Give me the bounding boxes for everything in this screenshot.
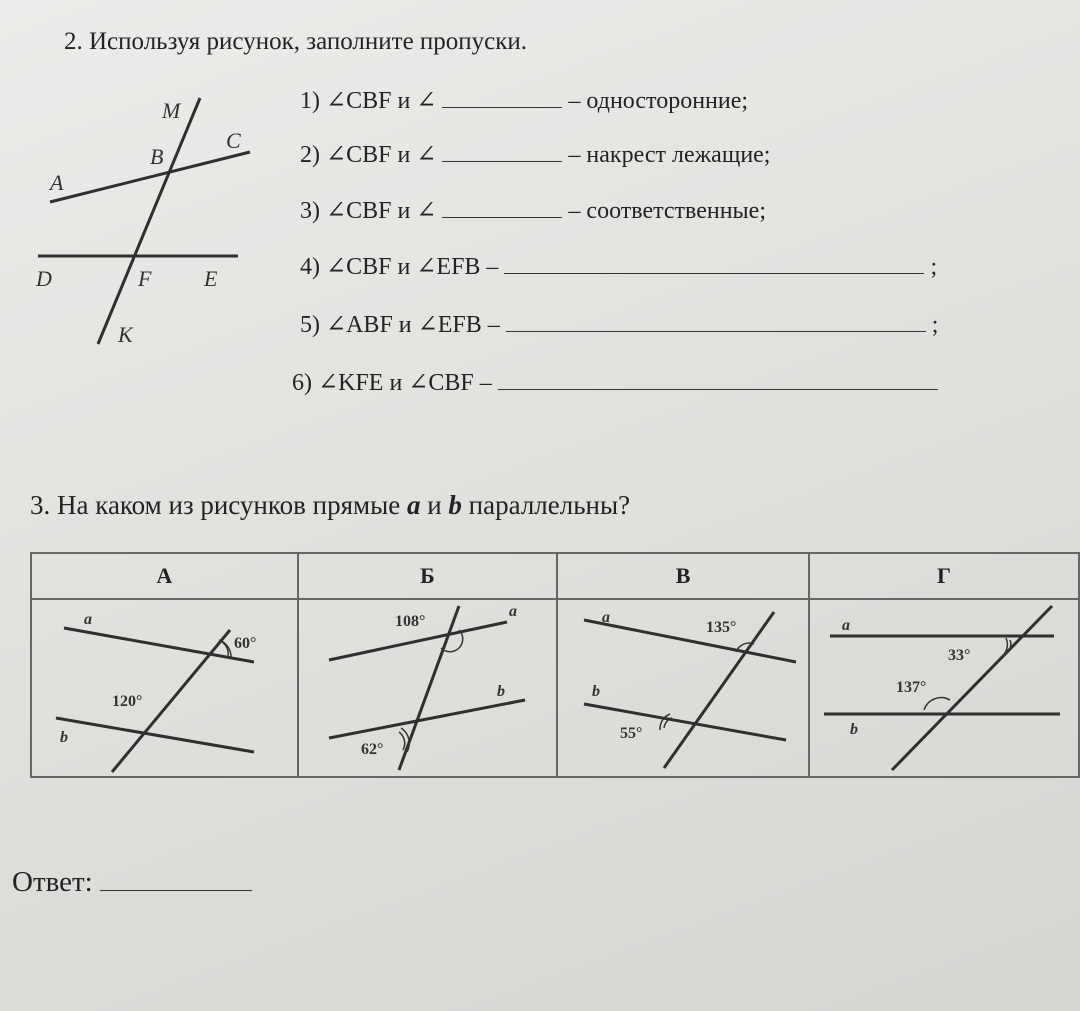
task2-item-3: 3) ∠CBF и ∠ – соответственные;	[300, 198, 766, 224]
svg-text:b: b	[850, 721, 858, 738]
task2-item-6: 6) ∠KFE и ∠CBF –	[292, 368, 938, 397]
svg-text:b: b	[60, 729, 68, 746]
label-e: E	[204, 266, 218, 291]
svg-text:108°: 108°	[394, 613, 425, 630]
task2-item-5: 5) ∠ABF и ∠EFB – ;	[300, 312, 939, 338]
label-b: B	[150, 144, 164, 169]
answer-blank-2[interactable]	[442, 160, 562, 162]
option-figure-b[interactable]	[298, 599, 558, 777]
option-header-b[interactable]: Б	[298, 553, 558, 599]
option-figure-a[interactable]	[31, 599, 298, 777]
svg-text:a: a	[84, 611, 92, 628]
task2-item-2: 2) ∠CBF и ∠ – накрест лежащие;	[300, 142, 771, 168]
task2-title: 2. Используя рисунок, заполните пропуски.	[64, 28, 528, 55]
svg-text:120°: 120°	[112, 693, 143, 710]
svg-text:a: a	[842, 617, 850, 634]
task2-figure	[28, 90, 268, 350]
svg-text:55°: 55°	[620, 725, 643, 742]
answer-blank-4[interactable]	[504, 272, 924, 274]
svg-text:b: b	[592, 683, 601, 700]
task2-item-4: 4) ∠CBF и ∠EFB – ;	[300, 254, 938, 280]
answer-blank-6[interactable]	[498, 388, 938, 390]
option-header-v[interactable]: В	[557, 553, 809, 599]
task2-item-1: 1) ∠CBF и ∠ – односторонние;	[300, 88, 749, 114]
answer-row	[12, 866, 252, 899]
answer-label: Ответ:	[12, 866, 93, 898]
option-header-a[interactable]: А	[31, 553, 298, 599]
svg-text:60°: 60°	[234, 635, 257, 652]
label-f: F	[138, 266, 152, 291]
label-c: C	[226, 128, 241, 153]
answer-field[interactable]	[100, 889, 252, 891]
answer-blank-3[interactable]	[442, 216, 562, 218]
label-m: M	[162, 98, 181, 123]
answer-blank-1[interactable]	[442, 106, 562, 108]
option-figure-g[interactable]	[809, 599, 1079, 777]
answer-blank-5[interactable]	[506, 330, 926, 332]
options-table	[30, 552, 1080, 778]
svg-text:a: a	[508, 603, 517, 620]
svg-text:137°: 137°	[896, 679, 927, 696]
label-a: A	[50, 170, 64, 195]
svg-text:a: a	[602, 609, 611, 626]
svg-text:33°: 33°	[948, 647, 971, 664]
svg-text:62°: 62°	[360, 741, 383, 758]
label-d: D	[36, 266, 52, 291]
line-mk	[98, 98, 200, 344]
label-k: K	[118, 322, 133, 347]
option-figure-v[interactable]	[557, 599, 809, 777]
svg-text:b: b	[496, 683, 505, 700]
svg-text:135°: 135°	[706, 619, 737, 636]
option-header-g[interactable]: Г	[809, 553, 1079, 599]
task3-title: 3. На каком из рисунков прямые a и b параллельны?	[30, 490, 631, 520]
